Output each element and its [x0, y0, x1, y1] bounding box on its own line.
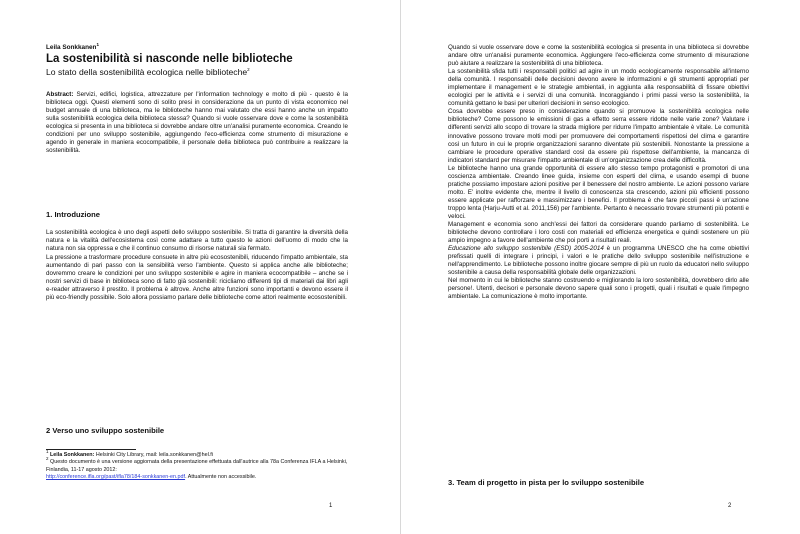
- subtitle-text: Lo stato della sostenibilità ecologica nelle biblioteche: [46, 67, 248, 77]
- paragraph-eco-efficiency: Quando si vuole osservare dove e come la sostenibilità ecologica si presenta in una biblioteca si dovrebbe andare oltre un'analisi puramente economica. Aggiungere l'eco-efficienza come strumento di misurazione può aiutare a realizzare la sostenibilità di una biblioteca.: [448, 44, 749, 68]
- footnote-1-number: 1: [46, 449, 49, 455]
- section-1-paragraph-2: La pressione a trasformare procedure consuete in altre più ecosostenibili, riducendo l'impatto ambientale, sta aumentando di pari passo con la sensibilità verso l'ambiente. Questo si applica anche alle biblioteche; dovremmo creare le condizioni per uno sviluppo sostenibile e agire in maniera ecocompatibile – anche se i nostri servizi di base in biblioteca sono di fatto già sostenibili: ricicliamo differenti tipi di materiali dai libri agli e-reader attraverso il prestito. Il problema è altrove. Anche altre funzioni sono importanti e devono essere il più eco-friendly possibile. Solo allora possiamo parlare delle biblioteche come attori realmente ecosostenibili.: [46, 253, 348, 301]
- esd-title: Educazione allo sviluppo sostenibile (ESD) 2005-2014: [448, 245, 604, 253]
- footnote-2-text: Questo documento è una versione aggiornata della presentazione effettuata dall'autrice alla 78a Conferenza IFLA a Helsinki, Finlandia, 11-17 agosto 2012:: [46, 459, 348, 473]
- footnote-1-text: Helsinki City Library, mail: leila.sonkkanen@hel.fi: [94, 452, 213, 458]
- paragraph-considerations: Cosa dovrebbe essere preso in considerazione quando si promuove la sostenibilità ecologica nelle biblioteche? Come possono le emissioni di gas a effetto serra essere ridotte nelle varie zone? Valutare i differenti servizi allo scopo di trovare la strada migliore per ridurre l'impatto ambientale è vitale. Le comunità innovative possono trovare molti modi per promuovere dei comportamenti rispettosi del clima e garantire così un futuro in cui le proprie organizzazioni saranno diventate più sostenibili. Nonostante la pressione a cambiare le procedure operative standard così da essere più rispettose dell'ambiente, la mancanza di indicatori standard per misurare l'impatto ambientale di un'organizzazione crea delle difficoltà.: [448, 108, 749, 164]
- esd-text: è un programma UNESCO che ha come obiettivi prefissati quelli di integrare i principi, i valori e le pratiche dello sviluppo sostenibile nell'istruzione e nell'apprendimento. Le biblioteche possono inoltre giocare sempre di più un ruolo da educatori nello sviluppo sostenibile a causa della responsabilità globale delle organizzazioni.: [448, 245, 749, 277]
- paragraph-opportunity: Le biblioteche hanno una grande opportunità di essere allo stesso tempo protagonisti e promotori di una coscienza ambientale. Creando linee guida, insieme con esperti del clima, e usando esempi di buone pratiche possiamo impostare azioni positive per il benessere del nostro ambiente. Le azioni possono variare molto. E' inoltre evidente che, mentre il livello di conoscenza sta crescendo, azioni più efficienti possono essere applicate per rafforzare e massimizzare i benefici. Il problema è che fare piccoli passi è un'azione troppo lenta (Harju-Autti et al. 2011,156) per l'ambiente. Pertanto è necessario trovare strumenti più potenti e veloci.: [448, 164, 749, 220]
- abstract-text: Servizi, edifici, logistica, attrezzature per l'information technology e molto di più - questo è la biblioteca oggi. Questi elementi sono di solito presi in considerazione da un punto di vista economico nel budget annuale di una biblioteca, ma le biblioteche hanno mai valutato che essi hanno anche un impatto sulla sostenibilità ecologica della biblioteca stessa? Quando si vuole osservare dove e come la sostenibilità ecologica si presenta in una biblioteca si dovrebbe andare oltre un'analisi puramente economica. Creando le condizioni per uno sviluppo sostenibile, aggiungendo l'eco-efficienza come strumento di misurazione e agendo in generale in maniera ecocompatibile, il personale della biblioteca può contribuire a realizzare la sostenibilità.: [46, 91, 348, 155]
- page-1-content: [46, 41, 348, 302]
- paragraph-policy: La sostenibilità sfida tutti i responsabili politici ad agire in un modo ecologicamente responsabile all'interno della comunità. I responsabili delle decisioni devono avere le informazioni e gli strumenti appropriati per implementare il management e le strategie ambientali, in aggiunta alla responsabilità di fissare obiettivi ecologici per le attività e i servizi di una comunità. Incoraggiando i primi passi verso la sostenibilità, la comunità gettano le basi per ulteriori decisioni in senso ecologico.: [448, 68, 749, 108]
- footnote-divider: [46, 449, 136, 450]
- page-number-2: 2: [728, 503, 732, 509]
- page-2-content: [448, 44, 749, 302]
- paragraph-communication: Nel momento in cui le biblioteche stanno costruendo e migliorando la loro sostenibilità, dovrebbero dirlo alle persone!. Utenti, decisori e personale devono sapere quali sono i progetti, quali i risultati e quale l'impegno ambientale. La comunicazione è molto importante.: [448, 277, 749, 301]
- page-2: [400, 0, 800, 534]
- footnote-2-tail: . Attualmente non accessibile.: [185, 474, 257, 481]
- footnote-1-label: Leila Sonkkanen:: [50, 452, 95, 458]
- document-subtitle: [46, 67, 348, 77]
- section-2-heading: 2 Verso uno sviluppo sostenibile: [46, 426, 165, 435]
- paragraph-management: Management e economia sono anch'essi dei fattori da considerare quando parliamo di sostenibilità. Le biblioteche devono controllare i loro costi con materiali ed efficienza energetica e quindi sostenere un più ampio impegno a favore dell'ambiente che poi porti a risultati reali.: [448, 221, 749, 245]
- section-1-paragraph-1: La sostenibilità ecologica è uno degli aspetti dello sviluppo sostenibile. Si tratta di garantire la diversità della natura e la vitalità dell'ecosistema così come adattare a tutto questo le azioni dell'uomo di modo che la natura non sia oppressa e che il continuo consumo di risorse naturali sia fermato.: [46, 229, 348, 253]
- subtitle-footnote-ref[interactable]: 2: [247, 67, 250, 73]
- footnote-2-link[interactable]: http://conference.ifla.org/past/ifla78/184-sonkkanen-en.pdf: [46, 474, 186, 481]
- author-line: [46, 41, 348, 51]
- author-name: Leila Sonkkanen: [46, 44, 97, 51]
- page-number-1: 1: [329, 503, 333, 509]
- footnotes: [46, 449, 348, 482]
- document-title: La sostenibilità si nasconde nelle biblioteche: [46, 53, 293, 65]
- section-3-heading: 3. Team di progetto in pista per lo sviluppo sostenibile: [448, 478, 645, 487]
- section-1-heading: 1. Introduzione: [46, 210, 100, 220]
- abstract-paragraph: [46, 91, 348, 155]
- author-footnote-ref[interactable]: 1: [96, 41, 99, 47]
- paragraph-esd: [448, 245, 749, 277]
- footnote-2-number: 2: [46, 456, 49, 462]
- footnote-2: [46, 456, 348, 481]
- abstract-label: Abstract:: [46, 91, 74, 98]
